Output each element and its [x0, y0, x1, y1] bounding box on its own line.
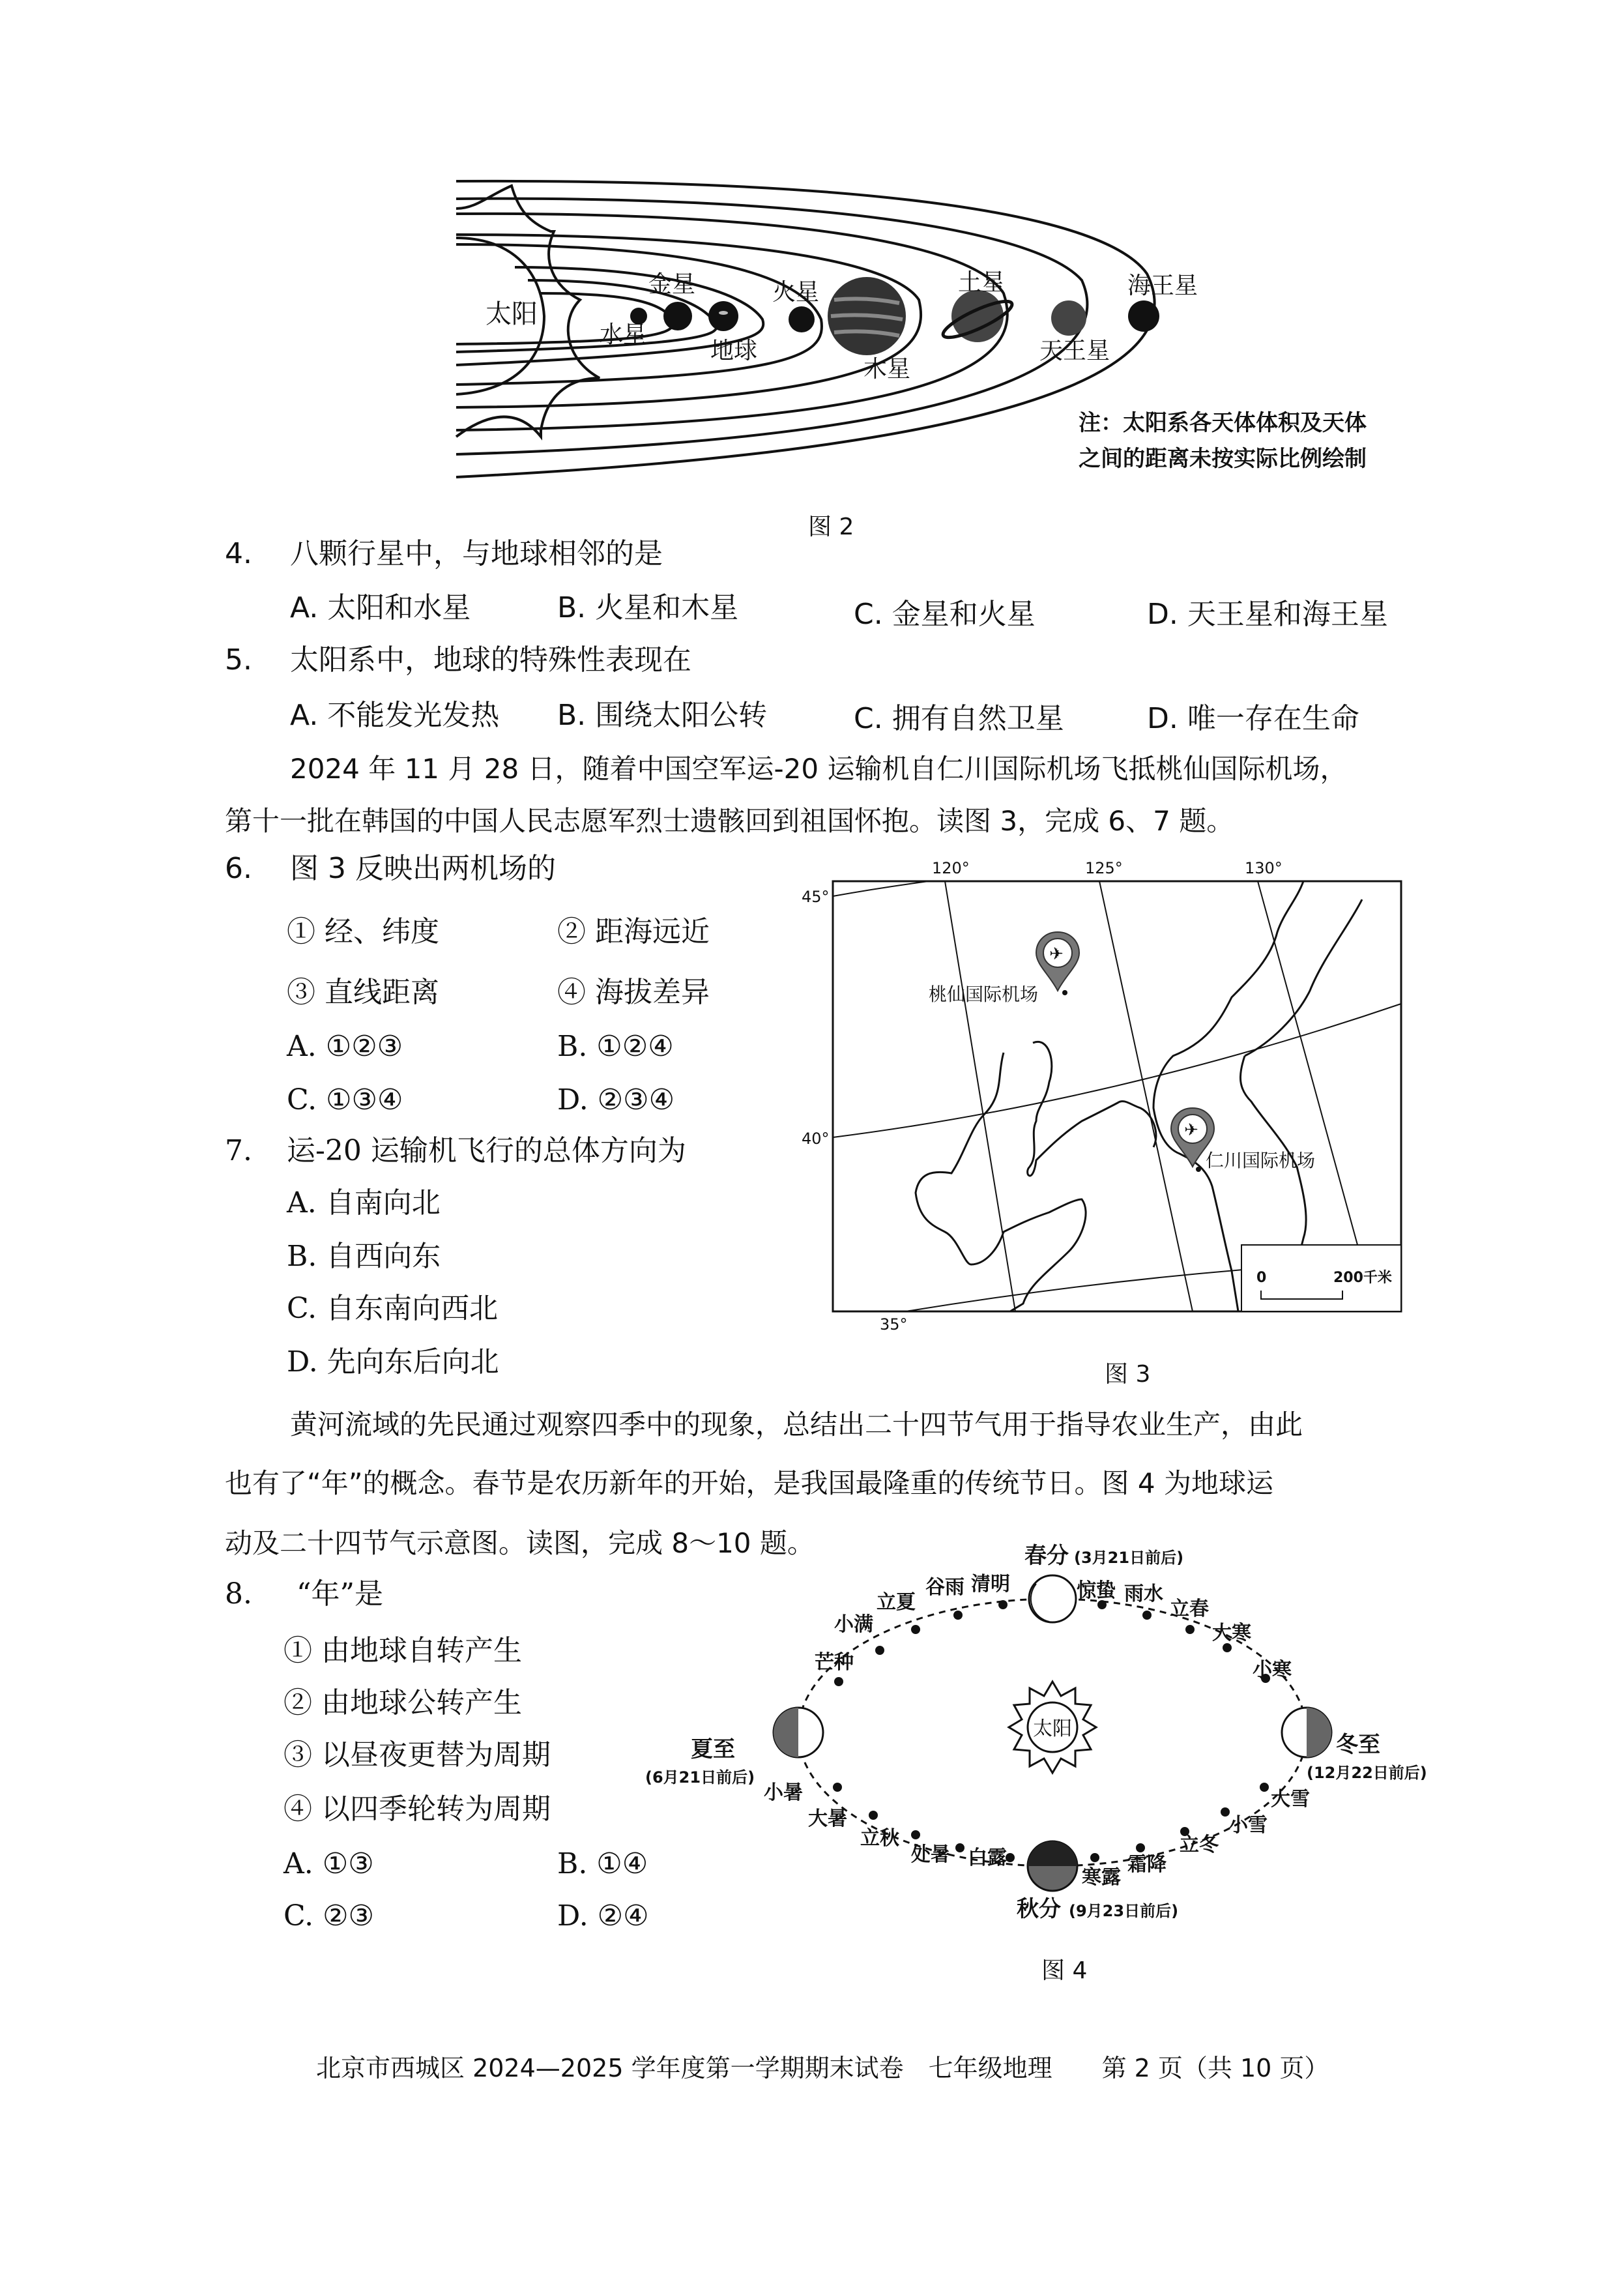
figure-2-caption: 图 2: [808, 514, 854, 540]
scale-end: 200千米: [1333, 1270, 1392, 1286]
earth-chunfen: [1029, 1575, 1076, 1622]
q7-option-c[interactable]: C. 自东南向西北: [287, 1292, 499, 1325]
label-guyu: 谷雨: [925, 1576, 964, 1599]
q6-option-b[interactable]: B. ①②④: [557, 1030, 674, 1063]
label-saturn: 土星: [958, 269, 1006, 296]
label-dashu: 大暑: [808, 1807, 847, 1830]
q7-option-b[interactable]: B. 自西向东: [287, 1240, 441, 1273]
label-jingzhe: 惊蛰: [1077, 1579, 1116, 1602]
label-lixia: 立夏: [877, 1591, 916, 1614]
passage-1-line-1: 2024 年 11 月 28 日，随着中国空军运-20 运输机自仁川国际机场飞抵桃仙国际机场，: [290, 753, 1348, 785]
page-footer: 北京市西城区 2024—2025 学年度第一学期期末试卷 七年级地理 第 2 页（共 10 页）: [316, 2054, 1329, 2082]
q6-option-c[interactable]: C. ①③④: [287, 1083, 403, 1117]
q8-stem: “年”是: [297, 1577, 383, 1611]
figure-3-map: [789, 847, 1414, 1343]
label-bailu: 白露: [968, 1847, 1007, 1869]
label-xiaohan: 小寒: [1253, 1659, 1292, 1682]
label-daxue: 大雪: [1271, 1788, 1310, 1811]
label-chushu: 处暑: [911, 1843, 950, 1866]
passage-2-line-3: 动及二十四节气示意图。读图，完成 8～10 题。: [225, 1527, 815, 1559]
q6-item-2: ② 距海远近: [557, 915, 710, 948]
figure-3-caption: 图 3: [1105, 1361, 1151, 1388]
q5-option-d[interactable]: D. 唯一存在生命: [1147, 702, 1359, 735]
q4-number: 4.: [225, 537, 252, 570]
label-yushui: 雨水: [1124, 1583, 1163, 1605]
q7-stem: 运-20 运输机飞行的总体方向为: [287, 1134, 686, 1167]
q4-option-a[interactable]: A. 太阳和水星: [290, 591, 471, 624]
q6-item-3: ③ 直线距离: [287, 976, 439, 1009]
q5-option-a[interactable]: A. 不能发光发热: [290, 699, 500, 732]
label-dahan: 大寒: [1212, 1622, 1251, 1644]
earth-dongzhi: [1282, 1708, 1331, 1757]
figure-4-caption: 图 4: [1041, 1957, 1088, 1984]
planet-uranus: [1051, 300, 1086, 336]
q6-option-a[interactable]: A. ①②③: [287, 1030, 403, 1063]
scale-zero: 0: [1256, 1270, 1267, 1286]
q6-stem: 图 3 反映出两机场的: [290, 852, 556, 885]
q4-option-c[interactable]: C. 金星和火星: [854, 598, 1036, 631]
lat-label-35: 35°: [880, 1315, 908, 1334]
q5-stem: 太阳系中，地球的特殊性表现在: [290, 643, 691, 677]
q6-item-4: ④ 海拔差异: [557, 976, 710, 1009]
label-liqiu: 立秋: [860, 1827, 899, 1850]
q7-option-a[interactable]: A. 自南向北: [287, 1186, 441, 1220]
planet-neptune: [1128, 300, 1159, 332]
airport-label-incheon: 仁川国际机场: [1206, 1150, 1316, 1171]
figure-2-note-line2: 之间的距离未按实际比例绘制: [1079, 446, 1367, 472]
q6-number: 6.: [225, 852, 252, 885]
label-xiaoxue: 小雪: [1228, 1814, 1268, 1837]
lat-label-45: 45°: [802, 888, 830, 906]
q7-option-d[interactable]: D. 先向东后向北: [287, 1345, 499, 1379]
airplane-icon: ✈: [1049, 944, 1064, 964]
label-qingming: 清明: [971, 1573, 1010, 1596]
figure-2-note-line1: 注：太阳系各天体体积及天体: [1079, 410, 1367, 436]
label-jupiter: 木星: [863, 356, 911, 383]
q5-option-b[interactable]: B. 围绕太阳公转: [557, 699, 768, 732]
passage-2-line-1: 黄河流域的先民通过观察四季中的现象，总结出二十四节气用于指导农业生产，由此: [290, 1409, 1303, 1440]
label-qiufen: 秋分: [1017, 1896, 1061, 1922]
label-qiufen-date: (9月23日前后): [1069, 1902, 1179, 1920]
q8-number: 8.: [225, 1577, 252, 1611]
q6-item-1: ① 经、纬度: [287, 915, 439, 948]
q8-option-b[interactable]: B. ①④: [557, 1847, 648, 1880]
sun-label: 太阳: [486, 299, 538, 329]
passage-1-line-2: 第十一批在韩国的中国人民志愿军烈士遗骸回到祖国怀抱。读图 3，完成 6、7 题。: [225, 805, 1234, 837]
label-lichun: 立春: [1170, 1598, 1209, 1620]
lat-label-40: 40°: [802, 1130, 830, 1148]
figure-2-solar-system: [450, 169, 1440, 495]
label-xiaoman: 小满: [834, 1613, 873, 1636]
label-dongzhi: 冬至: [1336, 1732, 1380, 1758]
label-uranus: 天王星: [1039, 338, 1110, 364]
label-dongzhi-date: (12月22日前后): [1307, 1764, 1427, 1782]
q5-option-c[interactable]: C. 拥有自然卫星: [854, 702, 1064, 735]
label-earth: 地球: [710, 338, 758, 364]
label-xiazhi: 夏至: [691, 1736, 735, 1762]
label-mars: 火星: [772, 279, 820, 306]
label-mercury: 水星: [600, 321, 647, 348]
q8-option-c[interactable]: C. ②③: [283, 1899, 374, 1933]
q6-option-d[interactable]: D. ②③④: [557, 1083, 675, 1117]
label-lidong: 立冬: [1180, 1833, 1219, 1856]
label-chunfen: 春分: [1024, 1543, 1069, 1569]
label-xiazhi-date: (6月21日前后): [645, 1768, 755, 1787]
label-chunfen-date: (3月21日前后): [1074, 1549, 1184, 1567]
q8-item-2: ② 由地球公转产生: [283, 1686, 522, 1719]
q8-item-4: ④ 以四季轮转为周期: [283, 1792, 551, 1826]
q8-option-d[interactable]: D. ②④: [557, 1899, 649, 1933]
earth-qiufen: [1028, 1841, 1077, 1891]
q4-option-d[interactable]: D. 天王星和海王星: [1147, 598, 1388, 631]
airport-label-taoxian: 桃仙国际机场: [929, 984, 1039, 1005]
q4-option-b[interactable]: B. 火星和木星: [557, 591, 739, 624]
q8-item-3: ③ 以昼夜更替为周期: [283, 1738, 551, 1772]
label-venus: 金星: [648, 271, 696, 298]
lon-label-120: 120°: [932, 859, 970, 877]
label-neptune: 海王星: [1127, 272, 1198, 299]
planet-earth: [708, 301, 738, 331]
q8-item-1: ① 由地球自转产生: [283, 1634, 522, 1667]
q8-option-a[interactable]: A. ①③: [283, 1847, 374, 1880]
earth-xiazhi: [774, 1708, 823, 1757]
planet-venus: [663, 302, 692, 330]
passage-2-line-2: 也有了“年”的概念。春节是农历新年的开始，是我国最隆重的传统节日。图 4 为地球运: [225, 1467, 1273, 1499]
figure-4-orbit: [626, 1532, 1453, 1936]
label-shuangjiang: 霜降: [1127, 1853, 1167, 1876]
lon-label-130: 130°: [1245, 859, 1283, 877]
q5-number: 5.: [225, 643, 252, 677]
airplane-icon: ✈: [1184, 1120, 1198, 1140]
label-xiaoshu: 小暑: [764, 1781, 803, 1804]
label-mangzhong: 芒种: [815, 1651, 854, 1674]
label-hanlu: 寒露: [1082, 1866, 1121, 1889]
lon-label-125: 125°: [1085, 859, 1123, 877]
q7-number: 7.: [225, 1134, 252, 1167]
sun-label: 太阳: [1033, 1717, 1072, 1740]
planet-mars: [789, 306, 815, 332]
q4-stem: 八颗行星中，与地球相邻的是: [290, 537, 663, 570]
